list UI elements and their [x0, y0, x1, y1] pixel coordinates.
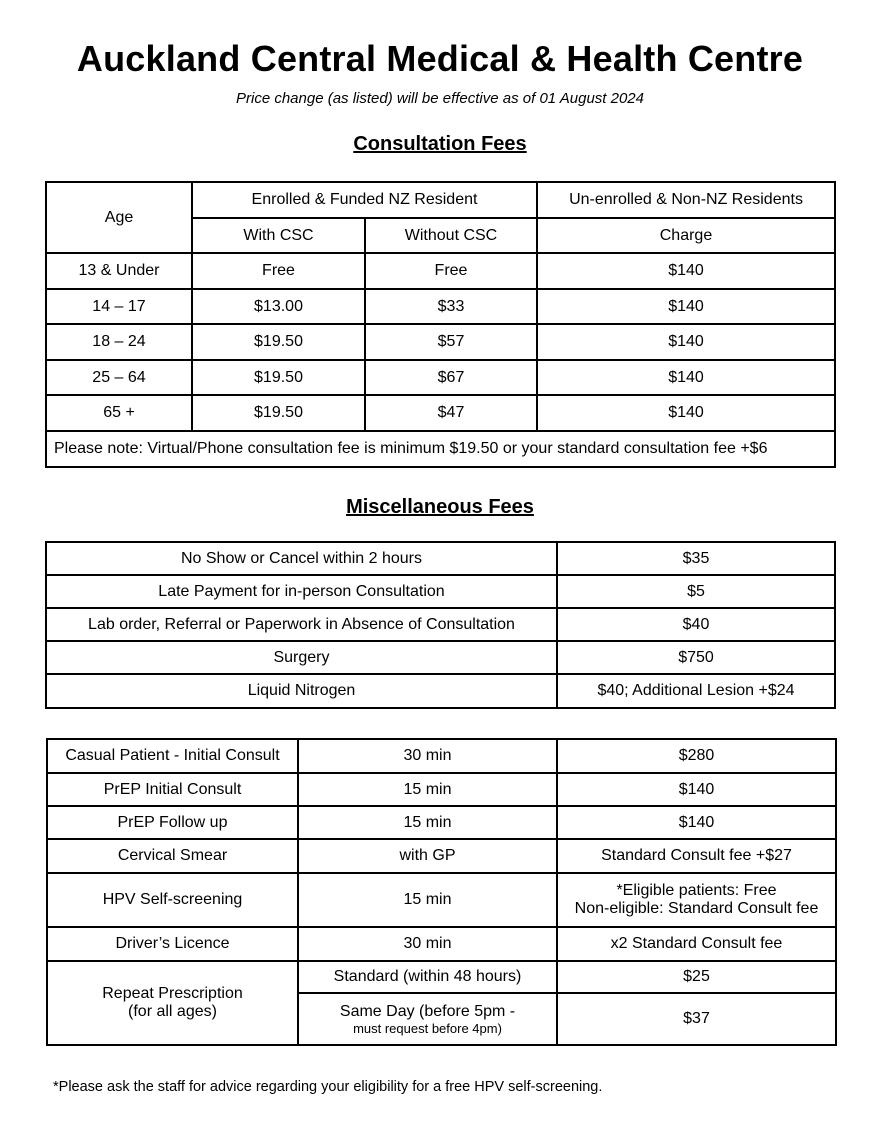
hpv-non-eligible-fee: Non-eligible: Standard Consult fee — [574, 900, 819, 917]
service-time-cell: 30 min — [298, 927, 557, 961]
misc-fee-cell: $5 — [557, 575, 835, 608]
same-day-line2: must request before 4pm) — [353, 1020, 502, 1036]
consultation-fees-heading: Consultation Fees — [353, 133, 527, 155]
service-name-cell: HPV Self-screening — [47, 873, 298, 927]
age-cell: 18 – 24 — [46, 324, 192, 360]
enrolled-header: Enrolled & Funded NZ Resident — [192, 182, 537, 218]
miscellaneous-fees-heading: Miscellaneous Fees — [346, 496, 534, 518]
service-fee-cell: Standard Consult fee +$27 — [557, 839, 836, 873]
same-day-line1: Same Day (before 5pm - — [339, 1002, 516, 1020]
service-fee-cell: $140 — [557, 773, 836, 806]
service-name-cell: Driver’s Licence — [47, 927, 298, 961]
repeat-prescription-label: Repeat Prescription — [102, 985, 243, 1002]
service-time-cell: with GP — [298, 839, 557, 873]
table-row — [47, 806, 836, 839]
service-time-cell: 15 min — [298, 773, 557, 806]
table-row — [46, 395, 835, 431]
misc-item-cell: No Show or Cancel within 2 hours — [46, 542, 557, 575]
with-csc-header: With CSC — [192, 218, 365, 253]
virtual-consult-note: Please note: Virtual/Phone consultation fee is minimum $19.50 or your standard consultation fee +$6 — [46, 431, 835, 467]
service-fee-cell — [557, 873, 836, 927]
table-row — [46, 324, 835, 360]
service-name-cell: PrEP Initial Consult — [47, 773, 298, 806]
standard-fee-cell: $25 — [557, 961, 836, 993]
hpv-eligible-fee: *Eligible patients: Free — [616, 882, 777, 899]
miscellaneous-fees-table — [45, 541, 836, 709]
services-fees-table — [46, 738, 837, 1046]
table-row — [46, 641, 835, 674]
service-name-cell: Cervical Smear — [47, 839, 298, 873]
misc-item-cell: Late Payment for in-person Consultation — [46, 575, 557, 608]
same-day-fee-cell: $37 — [557, 993, 836, 1045]
without-csc-cell: $33 — [365, 289, 537, 324]
with-csc-cell: $19.50 — [192, 360, 365, 395]
misc-fee-cell: $35 — [557, 542, 835, 575]
effective-date-subtitle: Price change (as listed) will be effective as of 01 August 2024 — [235, 90, 644, 107]
table-header-row — [46, 182, 835, 218]
charge-cell: $140 — [537, 360, 835, 395]
charge-cell: $140 — [537, 324, 835, 360]
misc-item-cell: Lab order, Referral or Paperwork in Absence of Consultation — [46, 608, 557, 641]
standard-time-cell: Standard (within 48 hours) — [298, 961, 557, 993]
table-row — [47, 873, 836, 927]
table-row — [47, 739, 836, 773]
charge-header: Charge — [537, 218, 835, 253]
without-csc-cell: $67 — [365, 360, 537, 395]
table-row — [47, 839, 836, 873]
age-cell: 65 + — [46, 395, 192, 431]
table-row — [46, 542, 835, 575]
table-row — [46, 253, 835, 289]
table-row — [47, 927, 836, 961]
service-name-cell: PrEP Follow up — [47, 806, 298, 839]
table-row — [46, 289, 835, 324]
misc-item-cell: Surgery — [46, 641, 557, 674]
service-fee-cell: $280 — [557, 739, 836, 773]
table-row — [47, 773, 836, 806]
misc-fee-cell: $40; Additional Lesion +$24 — [557, 674, 835, 708]
hpv-footnote: *Please ask the staff for advice regarding your eligibility for a free HPV self-screening. — [53, 1079, 603, 1095]
service-fee-cell: $140 — [557, 806, 836, 839]
age-cell: 25 – 64 — [46, 360, 192, 395]
charge-cell: $140 — [537, 253, 835, 289]
charge-cell: $140 — [537, 395, 835, 431]
table-row — [46, 674, 835, 708]
without-csc-cell: Free — [365, 253, 537, 289]
table-row — [46, 608, 835, 641]
table-row — [47, 961, 836, 993]
misc-fee-cell: $750 — [557, 641, 835, 674]
with-csc-cell: $13.00 — [192, 289, 365, 324]
note-row — [46, 431, 835, 467]
with-csc-cell: $19.50 — [192, 324, 365, 360]
service-fee-cell: x2 Standard Consult fee — [557, 927, 836, 961]
with-csc-cell: $19.50 — [192, 395, 365, 431]
age-cell: 13 & Under — [46, 253, 192, 289]
age-header: Age — [46, 182, 192, 253]
charge-cell: $140 — [537, 289, 835, 324]
misc-fee-cell: $40 — [557, 608, 835, 641]
repeat-prescription-qualifier: (for all ages) — [128, 1003, 217, 1020]
service-time-cell: 15 min — [298, 873, 557, 927]
repeat-prescription-cell — [47, 961, 298, 1045]
without-csc-cell: $47 — [365, 395, 537, 431]
consultation-fees-table — [45, 181, 836, 468]
age-cell: 14 – 17 — [46, 289, 192, 324]
without-csc-cell: $57 — [365, 324, 537, 360]
unenrolled-header: Un-enrolled & Non-NZ Residents — [537, 182, 835, 218]
service-time-cell: 30 min — [298, 739, 557, 773]
page-title: Auckland Central Medical & Health Centre — [76, 38, 804, 79]
table-row — [46, 575, 835, 608]
service-time-cell: 15 min — [298, 806, 557, 839]
without-csc-header: Without CSC — [365, 218, 537, 253]
table-row — [46, 360, 835, 395]
misc-item-cell: Liquid Nitrogen — [46, 674, 557, 708]
same-day-time-cell — [298, 993, 557, 1045]
with-csc-cell: Free — [192, 253, 365, 289]
service-name-cell: Casual Patient - Initial Consult — [47, 739, 298, 773]
